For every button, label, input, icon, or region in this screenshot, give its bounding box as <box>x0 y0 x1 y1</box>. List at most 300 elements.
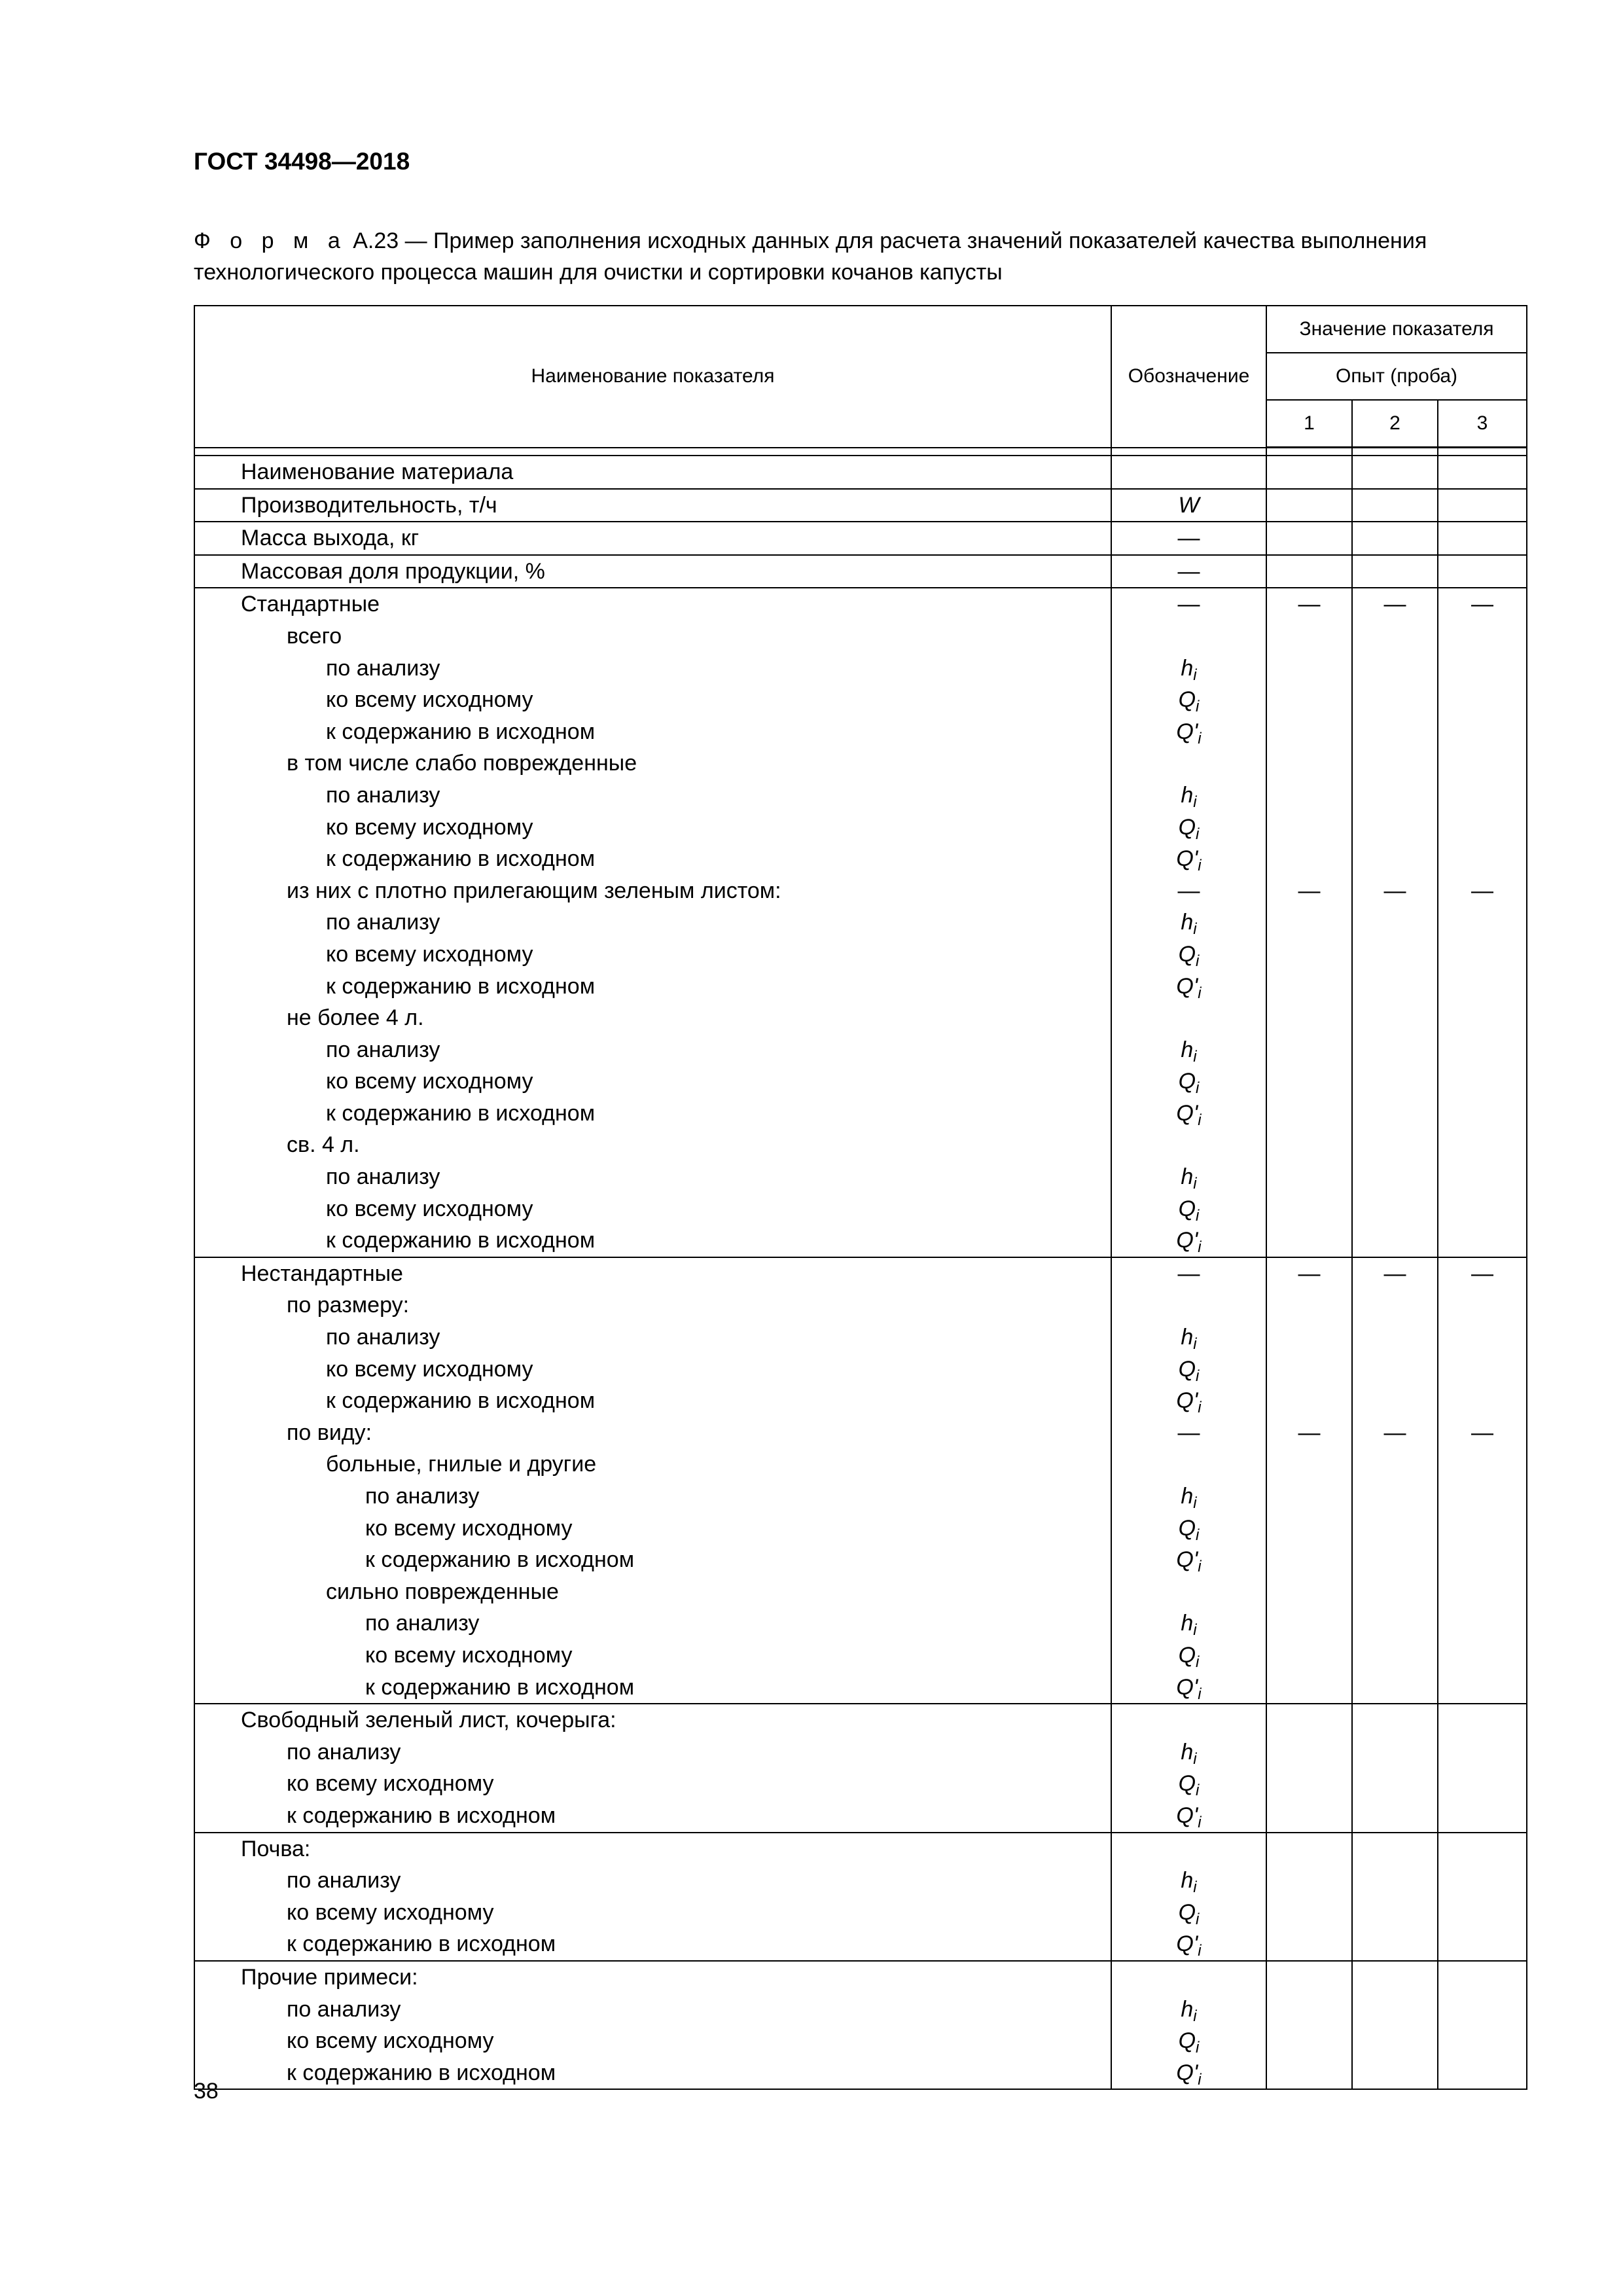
symbol-cell <box>1111 812 1266 844</box>
symbol-cell <box>1111 1257 1266 1290</box>
indicator-name-cell: больные, гнилые и другие <box>194 1448 1111 1480</box>
value-cell-trial-2 <box>1352 1129 1438 1161</box>
table-row <box>194 1448 1527 1480</box>
header-trial-group: Опыт (проба) <box>1266 353 1527 400</box>
value-cell-trial-2 <box>1352 1193 1438 1225</box>
value-cell-trial-3 <box>1438 522 1527 555</box>
symbol-cell <box>1111 489 1266 522</box>
value-cell-trial-1 <box>1266 2025 1352 2057</box>
table-row <box>194 747 1527 780</box>
value-cell-trial-3 <box>1438 1098 1527 1130</box>
value-cell-trial-3 <box>1438 1704 1527 1736</box>
form-caption-prefix: Ф о р м а <box>194 228 347 253</box>
table-header <box>194 306 1527 448</box>
value-cell-trial-3 <box>1438 716 1527 748</box>
symbol-subscript: i <box>1196 1079 1200 1098</box>
value-cell-trial-1 <box>1266 1994 1352 2026</box>
indicator-name-cell: всего <box>194 620 1111 653</box>
value-cell-trial-3 <box>1438 620 1527 653</box>
value-cell-trial-2 <box>1352 1225 1438 1257</box>
table-row <box>194 1225 1527 1257</box>
value-cell-trial-3 <box>1438 812 1527 844</box>
row-group <box>194 555 1527 588</box>
symbol-subscript: i <box>1198 984 1202 1002</box>
symbol-cell <box>1111 1034 1266 1066</box>
value-cell-trial-3 <box>1438 1354 1527 1386</box>
symbol-text: Q' <box>1176 1931 1198 1957</box>
value-cell-trial-2 <box>1352 1448 1438 1480</box>
symbol-dash: — <box>1177 878 1200 903</box>
indicator-name-cell: ко всему исходному <box>194 1640 1111 1672</box>
symbol-cell <box>1111 906 1266 939</box>
value-cell-trial-1 <box>1266 1193 1352 1225</box>
symbol-cell <box>1111 1704 1266 1736</box>
table-row <box>194 555 1527 588</box>
table-row <box>194 843 1527 875</box>
value-cell-trial-1 <box>1266 780 1352 812</box>
symbol-text: Q' <box>1176 846 1198 872</box>
symbol-text: Q' <box>1176 719 1198 744</box>
table-row <box>194 1576 1527 1608</box>
table-row <box>194 971 1527 1003</box>
symbol-text: h <box>1181 1996 1194 2022</box>
value-cell-trial-3 <box>1438 2057 1527 2090</box>
value-cell-trial-1 <box>1266 843 1352 875</box>
symbol-cell <box>1111 971 1266 1003</box>
value-cell-trial-2 <box>1352 939 1438 971</box>
value-cell-trial-3 <box>1438 1768 1527 1800</box>
value-cell-trial-2 <box>1352 1640 1438 1672</box>
symbol-cell <box>1111 1576 1266 1608</box>
symbol-cell <box>1111 456 1266 489</box>
symbol-subscript: i <box>1196 952 1200 970</box>
value-cell-trial-2 <box>1352 1513 1438 1545</box>
symbol-cell <box>1111 1672 1266 1704</box>
value-cell-trial-3 <box>1438 939 1527 971</box>
symbol-subscript: i <box>1196 1782 1200 1800</box>
table-row <box>194 1865 1527 1897</box>
value-cell-trial-1 <box>1266 620 1352 653</box>
value-cell-trial-2 <box>1352 780 1438 812</box>
indicator-name-cell: ко всему исходному <box>194 1193 1111 1225</box>
value-cell-trial-2 <box>1352 2057 1438 2090</box>
symbol-subscript: i <box>1198 1111 1202 1129</box>
symbol-cell <box>1111 1833 1266 1865</box>
value-cell-trial-1 <box>1266 1607 1352 1640</box>
value-cell-trial-3 <box>1438 1385 1527 1417</box>
value-cell-trial-2 <box>1352 1672 1438 1704</box>
table-row <box>194 1354 1527 1386</box>
symbol-text: h <box>1181 655 1194 681</box>
value-cell-trial-3 <box>1438 1544 1527 1576</box>
value-cell-trial-3 <box>1438 555 1527 588</box>
symbol-text: Q' <box>1176 1547 1198 1573</box>
symbol-cell <box>1111 653 1266 685</box>
table-row <box>194 1994 1527 2026</box>
value-cell-trial-3 <box>1438 489 1527 522</box>
symbol-subscript: i <box>1198 1685 1202 1703</box>
symbol-subscript: i <box>1196 1367 1200 1385</box>
symbol-subscript: i <box>1193 920 1197 939</box>
indicator-name-cell: Наименование материала <box>194 456 1111 489</box>
symbol-cell <box>1111 1865 1266 1897</box>
symbol-cell <box>1111 1066 1266 1098</box>
indicator-name-cell: ко всему исходному <box>194 1768 1111 1800</box>
symbol-subscript: i <box>1198 1238 1202 1257</box>
symbol-text: Q' <box>1176 1228 1198 1253</box>
header-indicator-name: Наименование показателя <box>194 306 1111 448</box>
value-cell-trial-1: — <box>1266 1417 1352 1449</box>
table-row <box>194 716 1527 748</box>
symbol-cell <box>1111 1640 1266 1672</box>
value-cell-trial-2 <box>1352 555 1438 588</box>
table-row <box>194 1768 1527 1800</box>
indicator-name-cell: Почва: <box>194 1833 1111 1865</box>
value-cell-trial-3 <box>1438 1002 1527 1034</box>
symbol-subscript: i <box>1198 1813 1202 1831</box>
value-cell-trial-1 <box>1266 747 1352 780</box>
symbol-cell <box>1111 588 1266 620</box>
value-cell-trial-3 <box>1438 1480 1527 1513</box>
symbol-text: Q <box>1178 1356 1196 1382</box>
value-cell-trial-3 <box>1438 1736 1527 1768</box>
symbol-subscript: i <box>1193 1047 1197 1066</box>
indicator-name-cell: по анализу <box>194 1736 1111 1768</box>
symbol-cell <box>1111 1768 1266 1800</box>
value-cell-trial-1 <box>1266 1576 1352 1608</box>
value-cell-trial-2 <box>1352 1865 1438 1897</box>
symbol-text: W <box>1178 492 1200 518</box>
value-cell-trial-2 <box>1352 971 1438 1003</box>
symbol-cell <box>1111 1448 1266 1480</box>
value-cell-trial-3: — <box>1438 588 1527 620</box>
indicator-name-cell: Стандартные <box>194 588 1111 620</box>
symbol-text: h <box>1181 1037 1194 1062</box>
table-row <box>194 2025 1527 2057</box>
indicator-name-cell: по анализу <box>194 1034 1111 1066</box>
indicator-name-cell: к содержанию в исходном <box>194 716 1111 748</box>
symbol-subscript: i <box>1196 825 1200 843</box>
symbol-subscript: i <box>1198 729 1202 747</box>
indicator-name-cell: ко всему исходному <box>194 939 1111 971</box>
value-cell-trial-2: — <box>1352 1257 1438 1290</box>
symbol-subscript: i <box>1196 1206 1200 1225</box>
indicator-name-cell: по виду: <box>194 1417 1111 1449</box>
value-cell-trial-3 <box>1438 971 1527 1003</box>
symbol-cell <box>1111 1736 1266 1768</box>
indicator-name-cell: св. 4 л. <box>194 1129 1111 1161</box>
value-cell-trial-1 <box>1266 1544 1352 1576</box>
indicator-name-cell: по анализу <box>194 780 1111 812</box>
symbol-cell <box>1111 780 1266 812</box>
value-cell-trial-3 <box>1438 1928 1527 1961</box>
value-cell-trial-2 <box>1352 1354 1438 1386</box>
symbol-dash: — <box>1177 1420 1200 1445</box>
value-cell-trial-1 <box>1266 1704 1352 1736</box>
value-cell-trial-1 <box>1266 1897 1352 1929</box>
value-cell-trial-2 <box>1352 1385 1438 1417</box>
value-cell-trial-1 <box>1266 1066 1352 1098</box>
header-spacer <box>194 448 1527 456</box>
value-cell-trial-3 <box>1438 456 1527 489</box>
page-number: 38 <box>194 2079 219 2104</box>
value-cell-trial-2 <box>1352 1704 1438 1736</box>
indicator-table-wrapper <box>194 305 1526 2090</box>
symbol-cell <box>1111 1417 1266 1449</box>
value-cell-trial-2 <box>1352 2025 1438 2057</box>
value-cell-trial-3 <box>1438 1448 1527 1480</box>
value-cell-trial-2 <box>1352 906 1438 939</box>
symbol-subscript: i <box>1193 2007 1197 2025</box>
value-cell-trial-2 <box>1352 1897 1438 1929</box>
indicator-name-cell: к содержанию в исходном <box>194 2057 1111 2090</box>
value-cell-trial-2 <box>1352 812 1438 844</box>
symbol-text: h <box>1181 782 1194 808</box>
table-row <box>194 1034 1527 1066</box>
indicator-name-cell: к содержанию в исходном <box>194 843 1111 875</box>
table-row <box>194 939 1527 971</box>
symbol-cell <box>1111 843 1266 875</box>
symbol-text: h <box>1181 1868 1194 1893</box>
indicator-name-cell: к содержанию в исходном <box>194 1544 1111 1576</box>
value-cell-trial-1 <box>1266 812 1352 844</box>
value-cell-trial-1 <box>1266 1161 1352 1193</box>
value-cell-trial-1 <box>1266 1513 1352 1545</box>
value-cell-trial-1 <box>1266 1098 1352 1130</box>
symbol-text: h <box>1181 1325 1194 1350</box>
value-cell-trial-2 <box>1352 1736 1438 1768</box>
symbol-text: Q' <box>1176 973 1198 999</box>
symbol-subscript: i <box>1198 2070 1202 2089</box>
indicator-name-cell: по анализу <box>194 1607 1111 1640</box>
header-trial-2: 2 <box>1352 400 1438 448</box>
value-cell-trial-3 <box>1438 653 1527 685</box>
symbol-subscript: i <box>1198 857 1202 875</box>
symbol-subscript: i <box>1196 2039 1200 2057</box>
table-row <box>194 588 1527 620</box>
indicator-name-cell: к содержанию в исходном <box>194 971 1111 1003</box>
indicator-name-cell: ко всему исходному <box>194 1897 1111 1929</box>
symbol-dash: — <box>1177 526 1200 551</box>
symbol-cell <box>1111 2057 1266 2090</box>
table-row <box>194 1928 1527 1961</box>
symbol-text: h <box>1181 1484 1194 1509</box>
value-cell-trial-2 <box>1352 747 1438 780</box>
value-cell-trial-2 <box>1352 716 1438 748</box>
indicator-name-cell: Массовая доля продукции, % <box>194 555 1111 588</box>
value-cell-trial-1 <box>1266 1385 1352 1417</box>
value-cell-trial-3 <box>1438 1161 1527 1193</box>
form-caption <box>194 225 1529 288</box>
value-cell-trial-1 <box>1266 489 1352 522</box>
value-cell-trial-3 <box>1438 1607 1527 1640</box>
value-cell-trial-2 <box>1352 1066 1438 1098</box>
value-cell-trial-1 <box>1266 1736 1352 1768</box>
symbol-text: Q <box>1178 814 1196 840</box>
indicator-name-cell: ко всему исходному <box>194 1354 1111 1386</box>
symbol-subscript: i <box>1196 698 1200 716</box>
symbol-subscript: i <box>1193 1175 1197 1193</box>
value-cell-trial-2 <box>1352 489 1438 522</box>
indicator-name-cell: к содержанию в исходном <box>194 1928 1111 1961</box>
table-row <box>194 522 1527 555</box>
value-cell-trial-2 <box>1352 1480 1438 1513</box>
table-row <box>194 875 1527 907</box>
indicator-name-cell: по анализу <box>194 1865 1111 1897</box>
symbol-text: h <box>1181 1739 1194 1765</box>
indicator-name-cell: по анализу <box>194 1994 1111 2026</box>
table-row <box>194 812 1527 844</box>
symbol-text: Q' <box>1176 1100 1198 1126</box>
value-cell-trial-3 <box>1438 843 1527 875</box>
symbol-text: Q' <box>1176 1674 1198 1700</box>
symbol-text: h <box>1181 910 1194 935</box>
symbol-text: h <box>1181 1164 1194 1190</box>
symbol-dash: — <box>1177 1261 1200 1286</box>
symbol-subscript: i <box>1193 666 1197 684</box>
value-cell-trial-3 <box>1438 1833 1527 1865</box>
indicator-name-cell: ко всему исходному <box>194 2025 1111 2057</box>
table-row <box>194 1897 1527 1929</box>
value-cell-trial-2 <box>1352 1161 1438 1193</box>
symbol-subscript: i <box>1196 1653 1200 1671</box>
value-cell-trial-1 <box>1266 1928 1352 1961</box>
table-row <box>194 780 1527 812</box>
value-cell-trial-3: — <box>1438 1417 1527 1449</box>
table-row <box>194 1607 1527 1640</box>
value-cell-trial-3 <box>1438 747 1527 780</box>
value-cell-trial-1 <box>1266 456 1352 489</box>
symbol-cell <box>1111 1321 1266 1354</box>
value-cell-trial-3 <box>1438 1513 1527 1545</box>
indicator-name-cell: к содержанию в исходном <box>194 1385 1111 1417</box>
symbol-subscript: i <box>1193 1621 1197 1640</box>
symbol-text: Q' <box>1176 1803 1198 1828</box>
symbol-dash: — <box>1177 558 1200 584</box>
table-row <box>194 1385 1527 1417</box>
symbol-cell <box>1111 1897 1266 1929</box>
value-cell-trial-1 <box>1266 1672 1352 1704</box>
table-row <box>194 1193 1527 1225</box>
indicator-table <box>194 305 1527 2090</box>
value-cell-trial-3 <box>1438 1576 1527 1608</box>
value-cell-trial-1 <box>1266 1865 1352 1897</box>
symbol-cell <box>1111 1480 1266 1513</box>
table-row <box>194 620 1527 653</box>
symbol-subscript: i <box>1193 793 1197 811</box>
symbol-cell <box>1111 522 1266 555</box>
row-group <box>194 522 1527 555</box>
table-row <box>194 1961 1527 1994</box>
value-cell-trial-3: — <box>1438 1257 1527 1290</box>
value-cell-trial-2 <box>1352 1833 1438 1865</box>
value-cell-trial-1 <box>1266 716 1352 748</box>
indicator-name-cell: по размеру: <box>194 1289 1111 1321</box>
value-cell-trial-2 <box>1352 653 1438 685</box>
symbol-text: Q <box>1178 941 1196 967</box>
table-row <box>194 1640 1527 1672</box>
symbol-text: Q <box>1178 2028 1196 2054</box>
value-cell-trial-3 <box>1438 1193 1527 1225</box>
header-trial-1: 1 <box>1266 400 1352 448</box>
value-cell-trial-2 <box>1352 1034 1438 1066</box>
value-cell-trial-1: — <box>1266 875 1352 907</box>
indicator-name-cell: в том числе слабо поврежденные <box>194 747 1111 780</box>
value-cell-trial-1 <box>1266 555 1352 588</box>
indicator-name-cell: Свободный зеленый лист, кочерыга: <box>194 1704 1111 1736</box>
value-cell-trial-2 <box>1352 1289 1438 1321</box>
value-cell-trial-3 <box>1438 1961 1527 1994</box>
row-group <box>194 1704 1527 1832</box>
symbol-cell <box>1111 1161 1266 1193</box>
table-row <box>194 1002 1527 1034</box>
table-row <box>194 1321 1527 1354</box>
symbol-subscript: i <box>1196 1910 1200 1928</box>
indicator-name-cell: Масса выхода, кг <box>194 522 1111 555</box>
value-cell-trial-1 <box>1266 1800 1352 1833</box>
value-cell-trial-3 <box>1438 1034 1527 1066</box>
row-group <box>194 1257 1527 1704</box>
symbol-cell <box>1111 1544 1266 1576</box>
value-cell-trial-2 <box>1352 1544 1438 1576</box>
table-row <box>194 1161 1527 1193</box>
table-row <box>194 906 1527 939</box>
value-cell-trial-3 <box>1438 1865 1527 1897</box>
value-cell-trial-2 <box>1352 1576 1438 1608</box>
symbol-cell <box>1111 1129 1266 1161</box>
value-cell-trial-2 <box>1352 1994 1438 2026</box>
indicator-name-cell: ко всему исходному <box>194 812 1111 844</box>
symbol-cell <box>1111 747 1266 780</box>
value-cell-trial-1 <box>1266 1354 1352 1386</box>
value-cell-trial-1 <box>1266 653 1352 685</box>
value-cell-trial-3 <box>1438 1994 1527 2026</box>
table-row <box>194 684 1527 716</box>
value-cell-trial-2 <box>1352 1961 1438 1994</box>
symbol-cell <box>1111 1193 1266 1225</box>
table-row <box>194 1129 1527 1161</box>
symbol-cell <box>1111 1098 1266 1130</box>
header-symbol: Обозначение <box>1111 306 1266 448</box>
indicator-name-cell: ко всему исходному <box>194 684 1111 716</box>
value-cell-trial-2 <box>1352 843 1438 875</box>
value-cell-trial-2 <box>1352 1607 1438 1640</box>
table-row <box>194 1066 1527 1098</box>
indicator-name-cell: к содержанию в исходном <box>194 1800 1111 1833</box>
table-row <box>194 1736 1527 1768</box>
value-cell-trial-1 <box>1266 522 1352 555</box>
table-row <box>194 1098 1527 1130</box>
indicator-name-cell: Производительность, т/ч <box>194 489 1111 522</box>
value-cell-trial-1 <box>1266 1289 1352 1321</box>
indicator-name-cell: по анализу <box>194 1161 1111 1193</box>
table-row <box>194 1800 1527 1833</box>
symbol-subscript: i <box>1193 1749 1197 1768</box>
table-row <box>194 456 1527 489</box>
symbol-cell <box>1111 875 1266 907</box>
value-cell-trial-3 <box>1438 1129 1527 1161</box>
table-row <box>194 2057 1527 2090</box>
value-cell-trial-1 <box>1266 1768 1352 1800</box>
symbol-text: Q <box>1178 687 1196 713</box>
symbol-cell <box>1111 1289 1266 1321</box>
symbol-text: Q <box>1178 1196 1196 1221</box>
value-cell-trial-2 <box>1352 1098 1438 1130</box>
table-row <box>194 653 1527 685</box>
indicator-name-cell: по анализу <box>194 1321 1111 1354</box>
symbol-text: Q <box>1178 1899 1196 1925</box>
value-cell-trial-1 <box>1266 1225 1352 1257</box>
